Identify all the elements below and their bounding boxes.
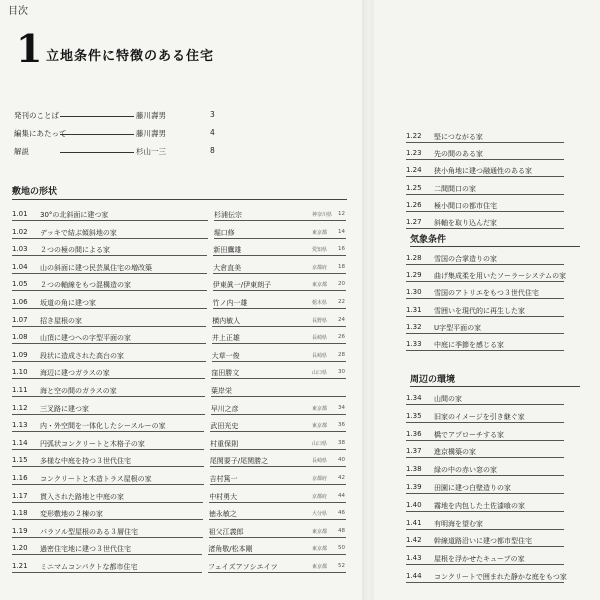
entry-place: 東京都: [312, 546, 328, 553]
toc-entry[interactable]: [406, 166, 586, 180]
entry-title: 橋でアプローチする家: [434, 430, 504, 439]
entry-underline: [12, 361, 206, 362]
front-matter-title: 発刊のことば: [14, 111, 59, 120]
section-title: 気象条件: [410, 235, 447, 245]
toc-entry[interactable]: [12, 492, 352, 506]
book-gutter: [362, 0, 374, 600]
toc-entry[interactable]: [12, 404, 352, 418]
entry-place: 京都府: [312, 264, 328, 271]
entry-underline-right: [209, 537, 346, 538]
toc-entry[interactable]: [12, 474, 352, 488]
entry-underline: [12, 378, 205, 379]
entry-title: 招き屋根の家: [40, 316, 82, 325]
entry-number: 1.01: [12, 210, 28, 218]
entry-number: 1.05: [12, 280, 28, 289]
entry-title: 内・外空間を一体化したシースルーの家: [40, 422, 166, 431]
entry-author: 葉岸栄: [211, 387, 232, 395]
entry-number: 1.33: [406, 340, 422, 348]
entry-underline-right: [208, 572, 346, 573]
entry-page: 26: [338, 334, 345, 341]
entry-number: 1.21: [12, 562, 28, 570]
toc-entry[interactable]: [12, 386, 352, 400]
entry-place: 長野県: [312, 317, 328, 324]
entry-title: 霧地を内包した土佐漆喰の家: [434, 501, 525, 510]
leader-line: [60, 116, 134, 117]
entry-author: 中村勇大: [209, 492, 238, 501]
entry-number: 1.09: [12, 350, 28, 359]
entry-place: 長崎県: [312, 352, 328, 359]
toc-entry[interactable]: [12, 509, 352, 523]
entry-underline: [12, 466, 204, 467]
section-divider: [12, 199, 347, 200]
entry-place: 長崎県: [312, 335, 328, 342]
entry-title: パラソル型屋根のある３層住宅: [40, 527, 138, 536]
toc-entry[interactable]: [12, 263, 352, 277]
entry-title: 中庭に季節を感じる家: [434, 341, 504, 349]
entry-title: 堅につながる家: [434, 133, 483, 141]
entry-underline: [12, 537, 203, 538]
chapter-title: 立地条件に特徴のある住宅: [46, 49, 215, 64]
entry-title: 30°の北斜面に建つ家: [40, 211, 109, 219]
entry-underline: [406, 440, 564, 441]
toc-entry[interactable]: [12, 298, 352, 312]
entry-title: コンクリートと木造トラス屋根の家: [40, 475, 152, 483]
entry-page: 16: [338, 246, 345, 253]
entry-underline: [12, 290, 207, 291]
toc-entry[interactable]: [12, 316, 352, 330]
entry-number: 1.02: [12, 227, 28, 236]
entry-underline-right: [210, 484, 347, 485]
toc-heading: 目次: [8, 6, 28, 17]
entry-author: 武田光史: [210, 422, 239, 431]
section-divider: [410, 386, 580, 387]
entry-title: 狭小角地に建つ融通性のある家: [434, 167, 532, 176]
entry-underline-right: [213, 290, 346, 291]
entry-underline: [406, 176, 564, 177]
entry-underline: [406, 529, 564, 530]
entry-title: 海辺に建つガラスの家: [40, 369, 110, 378]
entry-underline: [12, 502, 203, 503]
entry-title: 屋根を浮かせたキューブの家: [434, 555, 525, 564]
toc-entry[interactable]: [406, 132, 586, 146]
toc-entry[interactable]: [406, 394, 586, 408]
entry-underline: [406, 582, 564, 583]
entry-page: 34: [338, 404, 345, 411]
entry-underline: [12, 554, 202, 555]
entry-place: 京都府: [312, 476, 328, 482]
entry-title: 三叉路に建つ家: [40, 404, 89, 413]
entry-page: 42: [338, 475, 345, 481]
toc-entry[interactable]: [406, 184, 586, 198]
entry-place: 東京都: [312, 229, 328, 236]
entry-underline-right: [213, 255, 346, 256]
entry-underline: [406, 228, 564, 229]
entry-title: 円弧状コンクリートと木格子の家: [40, 439, 145, 448]
entry-title: 緑の中の赤い窓の家: [434, 466, 497, 475]
entry-author: 渚角敬/松本剛: [208, 545, 253, 554]
entry-number: 1.40: [406, 500, 422, 509]
entry-page: 28: [338, 351, 345, 358]
entry-page: 30: [338, 369, 345, 376]
entry-underline-right: [209, 502, 346, 503]
entry-underline: [12, 396, 205, 397]
entry-title: 田園に建つ白壁造りの家: [434, 484, 511, 492]
entry-page: 20: [338, 281, 345, 288]
toc-entry[interactable]: [12, 351, 352, 365]
entry-page: 38: [338, 439, 345, 446]
entry-underline-right: [214, 238, 346, 239]
toc-entry[interactable]: [406, 430, 586, 444]
entry-number: 1.41: [406, 518, 422, 527]
entry-underline: [406, 298, 564, 299]
entry-page: 40: [338, 457, 345, 464]
entry-author: 大倉直美: [213, 263, 242, 272]
entry-underline-right: [210, 431, 346, 432]
entry-author: 横内敏人: [212, 316, 241, 325]
entry-underline-right: [209, 519, 346, 520]
entry-title: 有明海を望む家: [434, 519, 483, 528]
entry-number: 1.38: [406, 465, 422, 474]
toc-entry[interactable]: [406, 288, 586, 302]
entry-number: 1.04: [12, 262, 28, 271]
front-matter-page: 3: [210, 110, 215, 119]
toc-entry[interactable]: [406, 536, 586, 550]
entry-underline: [406, 159, 564, 160]
front-matter-page: 8: [210, 146, 215, 155]
entry-number: 1.25: [406, 183, 422, 192]
entry-underline: [406, 475, 564, 476]
toc-entry[interactable]: [406, 519, 586, 533]
toc-entry[interactable]: [406, 254, 586, 268]
front-matter-page: 4: [210, 128, 215, 137]
entry-page: 52: [338, 563, 345, 569]
entry-author: 窪田勝文: [211, 369, 240, 378]
entry-number: 1.15: [12, 456, 28, 465]
entry-title: 雪国のアトリエをもつ３世代住宅: [434, 289, 539, 298]
entry-title: 海と空の間のガラスの家: [40, 387, 117, 395]
toc-entry[interactable]: [12, 245, 352, 259]
entry-number: 1.14: [12, 438, 28, 447]
front-matter-author: 藤川壽男: [136, 111, 166, 120]
entry-title: U字型平面の家: [434, 323, 482, 332]
entry-page: 44: [338, 492, 345, 499]
entry-number: 1.16: [12, 474, 28, 482]
entry-underline-right: [210, 466, 346, 467]
entry-underline: [12, 308, 207, 309]
entry-number: 1.28: [406, 254, 422, 262]
entry-place: 東京都: [312, 528, 328, 535]
entry-number: 1.17: [12, 491, 28, 500]
entry-title: ２つの軸線をもつ混構造の家: [40, 281, 131, 290]
entry-title: 変形敷地の２棟の家: [40, 510, 103, 519]
entry-underline-right: [214, 220, 346, 221]
entry-underline-right: [212, 361, 346, 362]
entry-author: フェイズアソシエイツ: [208, 563, 278, 571]
entry-title: コンクリートで囲まれた静かな庭をもつ家: [434, 573, 567, 581]
entry-number: 1.18: [12, 509, 28, 518]
toc-entry[interactable]: [12, 562, 352, 576]
entry-number: 1.13: [12, 421, 28, 430]
entry-underline-right: [212, 326, 346, 327]
entry-number: 1.12: [12, 403, 28, 412]
entry-number: 1.44: [406, 572, 422, 580]
entry-title: 山の斜面に建つ民芸風住宅の増改築: [40, 263, 152, 272]
entry-number: 1.10: [12, 368, 28, 377]
toc-entry[interactable]: [406, 412, 586, 426]
entry-number: 1.20: [12, 544, 28, 553]
front-matter-item[interactable]: [14, 128, 224, 142]
entry-author: 祖父江義郎: [208, 527, 244, 536]
entry-underline: [406, 142, 564, 143]
toc-entry[interactable]: [406, 483, 586, 497]
entry-number: 1.22: [406, 132, 422, 140]
entry-underline: [406, 564, 564, 565]
entry-place: 長崎県: [312, 458, 328, 465]
entry-title: 雪囲いを現代的に再生した家: [434, 306, 525, 315]
entry-number: 1.03: [12, 245, 28, 254]
entry-underline: [406, 194, 564, 195]
entry-author: 伊東眞一/伊東朗子: [212, 281, 272, 290]
toc-entry[interactable]: [12, 210, 352, 224]
entry-title: ２つの極の間による家: [40, 246, 110, 255]
toc-entry[interactable]: [406, 271, 586, 285]
entry-title: デッキで結ぶ傾斜地の家: [40, 228, 117, 237]
entry-title: 過密住宅地に建つ３世代住宅: [40, 545, 131, 554]
entry-page: 48: [338, 527, 345, 534]
toc-entry[interactable]: [12, 527, 352, 541]
entry-place: 東京都: [312, 282, 328, 289]
entry-number: 1.42: [406, 536, 422, 545]
entry-underline: [406, 316, 564, 317]
entry-underline: [406, 264, 564, 265]
toc-entry[interactable]: [12, 280, 352, 294]
front-matter-title: 編集にあたって: [14, 129, 67, 138]
entry-number: 1.30: [406, 288, 422, 297]
entry-number: 1.35: [406, 411, 422, 420]
entry-title: 山間の家: [434, 395, 462, 403]
entry-number: 1.39: [406, 483, 422, 491]
entry-title: 貫入された路地と中庭の家: [40, 492, 124, 501]
entry-number: 1.07: [12, 315, 28, 324]
right-page: [374, 0, 600, 600]
entry-place: 大分県: [312, 511, 328, 518]
entry-underline-right: [211, 396, 346, 397]
entry-underline-right: [210, 449, 346, 450]
front-matter-item[interactable]: [14, 146, 224, 160]
entry-number: 1.31: [406, 305, 422, 314]
entry-title: 極小間口の都市住宅: [434, 201, 497, 210]
entry-place: 山口県: [312, 370, 328, 377]
entry-author: 竹ノ内一雄: [212, 299, 248, 307]
entry-number: 1.32: [406, 322, 422, 331]
entry-title: 先の間のある家: [434, 150, 483, 159]
entry-title: 多様な中庭を持つ３世代住宅: [40, 457, 131, 466]
toc-entry[interactable]: [406, 201, 586, 215]
entry-page: 18: [338, 263, 345, 270]
entry-page: 12: [338, 211, 345, 217]
toc-entry[interactable]: [406, 447, 586, 461]
toc-entry[interactable]: [406, 501, 586, 515]
toc-entry[interactable]: [12, 544, 352, 558]
entry-underline-right: [213, 308, 347, 309]
entry-author: 徳永敏之: [208, 510, 237, 519]
entry-number: 1.29: [406, 271, 422, 280]
entry-number: 1.11: [12, 386, 28, 394]
section-title: 周辺の環境: [410, 375, 456, 385]
entry-underline: [406, 350, 564, 351]
toc-entry[interactable]: [406, 465, 586, 479]
section-title-site-shape: 敷地の形状: [12, 187, 58, 197]
entry-author: 早川之彦: [210, 404, 239, 413]
entry-page: 50: [338, 545, 345, 552]
toc-entry[interactable]: [12, 456, 352, 470]
entry-place: 神奈川県: [312, 212, 333, 218]
entry-author: 尾関要子/尾関勝之: [209, 457, 269, 466]
entry-page: 22: [338, 299, 345, 305]
entry-place: 愛知県: [312, 247, 328, 254]
entry-title: 進京構築の家: [434, 448, 476, 457]
entry-underline: [12, 220, 208, 221]
front-matter-author: 杉山一三: [136, 147, 166, 156]
entry-place: 京都府: [312, 493, 328, 500]
entry-author: 村重保則: [210, 439, 239, 448]
entry-place: 東京都: [312, 564, 328, 570]
entry-author: 新田鷹雄: [213, 246, 242, 255]
toc-entry[interactable]: [406, 323, 586, 337]
entry-title: 斜軸を取り込んだ家: [434, 219, 497, 227]
entry-underline: [12, 431, 204, 432]
entry-place: 東京都: [312, 423, 328, 430]
front-matter-author: 藤川壽男: [136, 129, 166, 138]
toc-entry[interactable]: [12, 439, 352, 453]
entry-underline-right: [213, 273, 346, 274]
entry-underline: [12, 326, 206, 327]
leader-line: [60, 134, 134, 135]
toc-entry[interactable]: [12, 333, 352, 347]
entry-number: 1.24: [406, 166, 422, 175]
entry-place: 山口県: [312, 440, 328, 447]
entry-underline: [406, 333, 564, 334]
entry-title: 旧家のイメージを引き継ぐ家: [434, 412, 525, 421]
toc-entry[interactable]: [406, 340, 586, 354]
entry-number: 1.43: [406, 554, 422, 563]
toc-entry[interactable]: [12, 421, 352, 435]
entry-page: 24: [338, 316, 345, 323]
entry-title: 坂道の角に建つ家: [40, 299, 96, 307]
entry-author: 杉浦伝宗: [214, 211, 242, 219]
entry-underline: [12, 255, 207, 256]
toc-entry[interactable]: [406, 306, 586, 320]
entry-number: 1.26: [406, 200, 422, 209]
entry-place: 栃木県: [312, 300, 328, 306]
entry-place: 東京都: [312, 405, 328, 412]
toc-entry[interactable]: [406, 554, 586, 568]
entry-underline: [406, 493, 564, 494]
entry-title: 幹線道路沿いに建つ都市型住宅: [434, 537, 532, 546]
entry-number: 1.06: [12, 298, 28, 306]
section-divider: [410, 246, 580, 247]
entry-underline: [12, 449, 204, 450]
entry-page: 36: [338, 422, 345, 429]
entry-number: 1.27: [406, 218, 422, 226]
chapter-number: 1: [16, 26, 43, 71]
entry-number: 1.34: [406, 394, 422, 402]
entry-underline: [12, 273, 207, 274]
entry-number: 1.23: [406, 149, 422, 158]
entry-underline: [12, 572, 202, 573]
entry-underline-right: [211, 378, 346, 379]
toc-entry[interactable]: [406, 572, 586, 586]
entry-title: 曲げ集成柔を用いたソーラーシステムの家: [434, 272, 567, 281]
entry-title: 山頂に建つへの字型平面の家: [40, 334, 131, 343]
entry-title: 段状に造成された高台の家: [40, 351, 124, 360]
toc-entry[interactable]: [12, 368, 352, 382]
entry-underline: [12, 484, 204, 485]
entry-number: 1.19: [12, 526, 28, 535]
entry-underline-right: [211, 414, 346, 415]
entry-number: 1.08: [12, 333, 28, 342]
entry-underline: [12, 238, 208, 239]
entry-author: 吉村篤一: [209, 475, 238, 483]
toc-entry[interactable]: [406, 149, 586, 163]
entry-number: 1.37: [406, 447, 422, 456]
entry-title: 二間間口の家: [434, 184, 476, 193]
entry-underline-right: [208, 554, 346, 555]
front-matter-item[interactable]: [14, 110, 224, 124]
entry-page: 46: [338, 510, 345, 517]
entry-underline: [406, 404, 564, 405]
entry-author: 井上正雄: [211, 334, 240, 343]
entry-underline: [12, 519, 203, 520]
entry-page: 14: [338, 228, 345, 235]
front-matter-title: 解説: [14, 147, 29, 156]
entry-underline: [12, 414, 205, 415]
entry-title: 雪国の合掌造りの家: [434, 255, 497, 263]
toc-entry[interactable]: [12, 228, 352, 242]
entry-underline: [406, 546, 564, 547]
leader-line: [60, 152, 134, 153]
entry-underline: [406, 422, 564, 423]
entry-title: ミニマムコンパクトな都市住宅: [40, 563, 138, 571]
entry-underline: [406, 281, 564, 282]
toc-entry[interactable]: [406, 218, 586, 232]
entry-underline: [12, 343, 206, 344]
entry-author: 堀口修: [213, 228, 235, 237]
entry-underline: [406, 511, 564, 512]
entry-author: 大草一俊: [211, 351, 240, 360]
entry-number: 1.36: [406, 429, 422, 438]
entry-underline-right: [212, 343, 346, 344]
entry-underline: [406, 457, 564, 458]
entry-underline: [406, 211, 564, 212]
